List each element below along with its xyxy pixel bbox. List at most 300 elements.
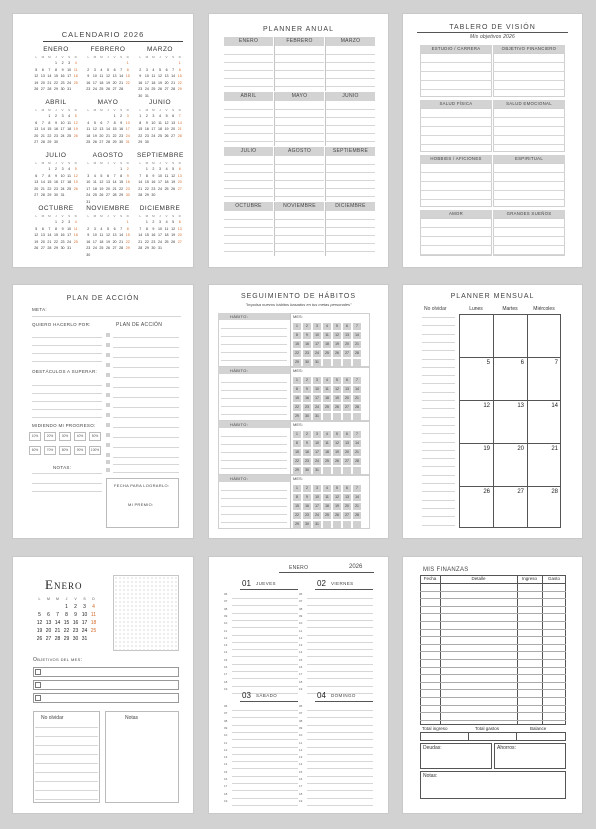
progress-box[interactable]: 20% (44, 432, 56, 441)
habit-day[interactable]: 5 (333, 377, 341, 384)
habit-day[interactable]: 14 (353, 440, 361, 447)
day-number[interactable]: 7 (48, 226, 51, 231)
day-number[interactable]: 20 (105, 186, 110, 191)
day-number[interactable]: 15 (47, 180, 52, 184)
habit-day[interactable]: 12 (333, 494, 341, 501)
hour-line[interactable] (232, 754, 298, 755)
vision-section-box[interactable] (420, 53, 492, 97)
day-number[interactable]: 13 (34, 180, 39, 184)
meta-line[interactable] (32, 316, 181, 317)
day-number[interactable]: 15 (138, 127, 143, 131)
day-number[interactable]: 9 (152, 226, 155, 231)
hour-line[interactable] (232, 613, 298, 614)
day-number[interactable]: 14 (40, 127, 45, 131)
day-number[interactable]: 26 (34, 246, 39, 250)
day-number[interactable]: 16 (72, 620, 79, 626)
day-number[interactable]: 22 (177, 80, 182, 85)
progress-box[interactable]: 90% (74, 446, 86, 455)
day-number[interactable]: 14 (119, 233, 124, 237)
day-number[interactable]: 1 (145, 220, 148, 224)
day-number[interactable]: 18 (99, 239, 104, 244)
finance-row-line[interactable] (420, 629, 566, 630)
day-number[interactable]: 12 (92, 127, 97, 131)
day-number[interactable]: 18 (73, 74, 78, 78)
habit-day[interactable] (333, 413, 341, 420)
habit-day[interactable]: 17 (313, 341, 321, 348)
annual-line[interactable] (275, 180, 324, 181)
habit-day[interactable]: 29 (293, 521, 301, 528)
finance-row-line[interactable] (420, 613, 566, 614)
day-number[interactable]: 9 (74, 612, 77, 618)
day-number[interactable]: 3 (126, 114, 129, 118)
no-olvidar-line[interactable] (422, 350, 455, 351)
day-number[interactable]: 30 (151, 193, 156, 197)
day-number[interactable]: 3 (61, 167, 64, 171)
day-number[interactable]: 11 (151, 74, 156, 78)
day-number[interactable]: 4 (74, 61, 77, 65)
habit-day[interactable]: 26 (333, 404, 341, 411)
finance-row-line[interactable] (420, 606, 566, 607)
annual-line[interactable] (224, 125, 273, 126)
action-checkbox[interactable] (106, 373, 110, 377)
day-number[interactable]: 26 (157, 87, 162, 91)
hour-line[interactable] (307, 783, 373, 784)
day-number[interactable]: 18 (67, 127, 72, 131)
habit-day[interactable]: 2 (303, 377, 311, 384)
annual-line[interactable] (326, 251, 375, 252)
habit-day[interactable]: 13 (343, 332, 351, 339)
day-number[interactable]: 31 (60, 193, 65, 197)
annual-line[interactable] (326, 196, 375, 197)
hour-line[interactable] (307, 627, 373, 628)
day-number[interactable]: 26 (92, 140, 97, 144)
annual-line[interactable] (224, 188, 273, 189)
no-olvidar-line[interactable] (422, 508, 455, 509)
hour-line[interactable] (307, 732, 373, 733)
hour-line[interactable] (232, 798, 298, 799)
day-number[interactable]: 27 (40, 246, 45, 250)
day-number[interactable]: 2 (54, 167, 57, 171)
action-step-line[interactable] (113, 387, 179, 388)
habit-day[interactable]: 13 (343, 386, 351, 393)
habit-day[interactable]: 22 (293, 350, 301, 357)
day-number[interactable]: 8 (126, 67, 129, 72)
day-number[interactable]: 2 (139, 67, 142, 72)
day-number[interactable]: 25 (67, 133, 72, 138)
habit-day[interactable]: 5 (333, 431, 341, 438)
day-number[interactable]: 10 (67, 226, 72, 231)
hour-line[interactable] (307, 725, 373, 726)
day-number[interactable]: 15 (53, 233, 58, 237)
habit-line[interactable] (221, 452, 287, 453)
habit-day[interactable]: 6 (343, 377, 351, 384)
annual-line[interactable] (275, 117, 324, 118)
day-number[interactable]: 15 (125, 74, 130, 78)
day-number[interactable]: 17 (92, 239, 97, 244)
day-number[interactable]: 29 (125, 246, 130, 250)
action-step-line[interactable] (113, 367, 179, 368)
day-number[interactable]: 28 (551, 489, 558, 495)
habit-day[interactable]: 8 (293, 332, 301, 339)
no-olvidar-line[interactable] (35, 736, 98, 737)
habit-day[interactable]: 17 (313, 449, 321, 456)
habit-line[interactable] (221, 414, 287, 415)
day-number[interactable]: 24 (60, 133, 65, 138)
action-left-line[interactable] (32, 401, 102, 402)
day-number[interactable]: 26 (171, 186, 176, 191)
vision-section-box[interactable] (493, 53, 565, 97)
day-number[interactable]: 5 (172, 167, 175, 171)
habit-day[interactable]: 3 (313, 323, 321, 330)
habit-day[interactable] (323, 467, 331, 474)
day-number[interactable]: 1 (139, 114, 142, 118)
day-number[interactable]: 22 (112, 133, 117, 138)
day-number[interactable]: 29 (119, 193, 124, 197)
objective-checkbox[interactable] (35, 682, 41, 688)
day-number[interactable]: 2 (145, 114, 148, 118)
day-number[interactable]: 27 (99, 140, 104, 144)
day-number[interactable]: 3 (145, 67, 148, 72)
finance-row-line[interactable] (420, 674, 566, 675)
day-number[interactable]: 13 (45, 620, 52, 626)
no-olvidar-line[interactable] (422, 475, 455, 476)
day-number[interactable]: 26 (73, 186, 78, 191)
action-checkbox[interactable] (106, 403, 110, 407)
day-number[interactable]: 10 (86, 180, 91, 184)
habit-day[interactable]: 11 (323, 332, 331, 339)
habit-day[interactable]: 8 (293, 386, 301, 393)
day-number[interactable]: 27 (164, 87, 169, 91)
day-number[interactable]: 21 (119, 239, 124, 244)
action-checkbox[interactable] (106, 353, 110, 357)
objective-row[interactable] (33, 680, 179, 690)
day-number[interactable]: 5 (165, 114, 168, 118)
habit-day[interactable]: 6 (343, 485, 351, 492)
day-number[interactable]: 14 (551, 403, 558, 409)
habit-day[interactable] (333, 521, 341, 528)
habit-day[interactable]: 26 (333, 458, 341, 465)
habit-day[interactable]: 21 (353, 449, 361, 456)
action-step-line[interactable] (113, 427, 179, 428)
day-number[interactable]: 22 (125, 239, 130, 244)
day-number[interactable]: 24 (144, 87, 149, 91)
habit-day[interactable]: 30 (303, 359, 311, 366)
day-number[interactable]: 22 (144, 239, 149, 244)
action-checkbox[interactable] (106, 343, 110, 347)
day-number[interactable]: 6 (106, 173, 109, 178)
day-number[interactable]: 4 (152, 67, 155, 72)
hour-line[interactable] (307, 790, 373, 791)
hour-line[interactable] (232, 717, 298, 718)
day-number[interactable]: 25 (73, 239, 78, 244)
day-number[interactable]: 14 (138, 180, 143, 184)
day-number[interactable]: 17 (151, 127, 156, 131)
habit-day[interactable]: 14 (353, 386, 361, 393)
day-number[interactable]: 28 (105, 140, 110, 144)
habit-day[interactable]: 19 (333, 449, 341, 456)
action-left-line[interactable] (32, 345, 102, 346)
habit-day[interactable]: 28 (353, 512, 361, 519)
day-number[interactable]: 20 (40, 239, 45, 244)
habit-line[interactable] (221, 514, 287, 515)
annual-line[interactable] (275, 219, 324, 220)
habit-day[interactable]: 2 (303, 485, 311, 492)
day-number[interactable]: 13 (177, 173, 182, 178)
habit-day[interactable]: 25 (323, 404, 331, 411)
annual-line[interactable] (326, 219, 375, 220)
action-left-line[interactable] (32, 361, 102, 362)
day-number[interactable]: 10 (92, 74, 97, 78)
objective-checkbox[interactable] (35, 669, 41, 675)
progress-box[interactable]: 100% (89, 446, 101, 455)
annual-line[interactable] (224, 219, 273, 220)
day-number[interactable]: 21 (40, 186, 45, 191)
day-number[interactable]: 29 (112, 140, 117, 144)
day-number[interactable]: 21 (138, 239, 143, 244)
day-number[interactable]: 23 (53, 186, 58, 191)
day-number[interactable]: 27 (112, 87, 117, 91)
habit-day[interactable]: 14 (353, 332, 361, 339)
day-number[interactable]: 18 (151, 80, 156, 85)
hour-line[interactable] (232, 678, 298, 679)
finance-row-line[interactable] (420, 651, 566, 652)
habit-day[interactable]: 7 (353, 323, 361, 330)
day-number[interactable]: 5 (74, 167, 77, 171)
finance-row-line[interactable] (420, 636, 566, 637)
habit-day[interactable]: 30 (303, 521, 311, 528)
action-checkbox[interactable] (106, 453, 110, 457)
habit-day[interactable]: 8 (293, 440, 301, 447)
habit-day[interactable]: 6 (343, 431, 351, 438)
action-checkbox[interactable] (106, 363, 110, 367)
day-number[interactable]: 21 (138, 186, 143, 191)
day-number[interactable]: 27 (34, 193, 39, 197)
day-number[interactable]: 8 (54, 67, 57, 72)
habit-line[interactable] (221, 460, 287, 461)
day-number[interactable]: 16 (144, 127, 149, 131)
day-number[interactable]: 20 (112, 239, 117, 244)
no-olvidar-line[interactable] (422, 425, 455, 426)
action-step-line[interactable] (113, 407, 179, 408)
hour-line[interactable] (232, 790, 298, 791)
day-number[interactable]: 23 (125, 186, 130, 191)
hour-line[interactable] (232, 739, 298, 740)
habit-day[interactable]: 24 (313, 512, 321, 519)
day-number[interactable]: 13 (164, 74, 169, 78)
day-number[interactable]: 6 (35, 120, 38, 125)
annual-line[interactable] (224, 78, 273, 79)
hour-line[interactable] (232, 627, 298, 628)
habit-day[interactable]: 12 (333, 332, 341, 339)
day-number[interactable]: 6 (113, 67, 116, 72)
day-number[interactable]: 1 (113, 114, 116, 118)
habit-day[interactable]: 26 (333, 512, 341, 519)
habit-day[interactable] (323, 413, 331, 420)
day-number[interactable]: 9 (61, 67, 64, 72)
day-number[interactable]: 31 (157, 246, 162, 250)
habit-day[interactable]: 21 (353, 395, 361, 402)
day-number[interactable]: 4 (87, 120, 90, 125)
habit-line[interactable] (221, 522, 287, 523)
day-number[interactable]: 19 (164, 127, 169, 131)
action-checkbox[interactable] (106, 443, 110, 447)
habit-day[interactable]: 7 (353, 431, 361, 438)
habit-day[interactable]: 31 (313, 359, 321, 366)
action-step-line[interactable] (113, 377, 179, 378)
day-number[interactable]: 24 (125, 133, 130, 138)
day-number[interactable]: 1 (54, 220, 57, 224)
day-number[interactable]: 17 (157, 180, 162, 184)
notes-box[interactable] (420, 771, 566, 799)
hour-line[interactable] (232, 776, 298, 777)
day-number[interactable]: 25 (73, 80, 78, 85)
annual-line[interactable] (326, 70, 375, 71)
habit-day[interactable]: 27 (343, 404, 351, 411)
habit-day[interactable]: 12 (333, 440, 341, 447)
habit-day[interactable]: 4 (323, 431, 331, 438)
day-number[interactable]: 11 (86, 127, 91, 131)
day-number[interactable]: 5 (35, 226, 38, 231)
day-number[interactable]: 23 (86, 246, 91, 250)
annual-line[interactable] (326, 86, 375, 87)
annual-line[interactable] (224, 227, 273, 228)
habit-day[interactable]: 13 (343, 494, 351, 501)
day-number[interactable]: 29 (177, 87, 182, 91)
hour-line[interactable] (232, 635, 298, 636)
hour-line[interactable] (232, 805, 298, 806)
no-olvidar-line[interactable] (35, 745, 98, 746)
annual-line[interactable] (224, 62, 273, 63)
day-number[interactable]: 19 (34, 80, 39, 85)
habit-day[interactable]: 20 (343, 449, 351, 456)
day-number[interactable]: 29 (138, 140, 143, 144)
habit-day[interactable]: 6 (343, 323, 351, 330)
day-number[interactable]: 7 (56, 612, 59, 618)
day-number[interactable]: 16 (119, 127, 124, 131)
action-checkbox[interactable] (106, 460, 110, 464)
no-olvidar-line[interactable] (422, 334, 455, 335)
habit-day[interactable]: 24 (313, 404, 321, 411)
day-number[interactable]: 9 (87, 74, 90, 78)
habit-day[interactable]: 31 (313, 413, 321, 420)
day-number[interactable]: 15 (125, 233, 130, 237)
day-number[interactable]: 30 (72, 636, 79, 642)
day-number[interactable]: 5 (172, 220, 175, 224)
hour-line[interactable] (232, 732, 298, 733)
annual-line[interactable] (275, 227, 324, 228)
hour-line[interactable] (307, 649, 373, 650)
habit-day[interactable]: 23 (303, 458, 311, 465)
vision-section-box[interactable] (420, 218, 492, 256)
habit-day[interactable]: 19 (333, 395, 341, 402)
day-number[interactable]: 22 (125, 80, 130, 85)
day-number[interactable]: 16 (60, 74, 65, 78)
habit-day[interactable]: 1 (293, 431, 301, 438)
day-number[interactable]: 24 (60, 186, 65, 191)
day-number[interactable]: 10 (151, 120, 156, 125)
day-number[interactable]: 30 (86, 252, 91, 257)
hour-line[interactable] (307, 768, 373, 769)
day-number[interactable]: 28 (119, 87, 124, 91)
annual-line[interactable] (326, 164, 375, 165)
day-number[interactable]: 1 (126, 220, 129, 224)
day-number[interactable]: 31 (86, 199, 91, 204)
no-olvidar-line[interactable] (422, 317, 455, 318)
action-step-line[interactable] (113, 347, 179, 348)
hour-line[interactable] (232, 642, 298, 643)
habit-day[interactable]: 23 (303, 404, 311, 411)
day-number[interactable]: 17 (157, 233, 162, 237)
hour-line[interactable] (307, 805, 373, 806)
habit-day[interactable]: 23 (303, 512, 311, 519)
day-number[interactable]: 23 (151, 239, 156, 244)
day-number[interactable]: 30 (60, 87, 65, 91)
hour-line[interactable] (307, 598, 373, 599)
day-number[interactable]: 28 (119, 246, 124, 250)
habit-day[interactable]: 13 (343, 440, 351, 447)
day-number[interactable]: 21 (47, 80, 52, 85)
day-number[interactable]: 25 (164, 186, 169, 191)
annual-line[interactable] (275, 172, 324, 173)
day-number[interactable]: 10 (92, 233, 97, 237)
day-number[interactable]: 3 (61, 114, 64, 118)
habit-day[interactable]: 19 (333, 341, 341, 348)
day-number[interactable]: 14 (105, 127, 110, 131)
day-number[interactable]: 24 (67, 80, 72, 85)
hour-line[interactable] (307, 739, 373, 740)
day-number[interactable]: 4 (158, 114, 161, 118)
day-number[interactable]: 29 (63, 636, 70, 642)
habit-day[interactable]: 20 (343, 503, 351, 510)
day-number[interactable]: 17 (60, 180, 65, 184)
day-number[interactable]: 2 (61, 61, 64, 65)
hour-line[interactable] (232, 686, 298, 687)
day-number[interactable]: 20 (112, 80, 117, 85)
habit-day[interactable]: 20 (343, 341, 351, 348)
habit-day[interactable]: 17 (313, 503, 321, 510)
annual-line[interactable] (326, 235, 375, 236)
day-number[interactable]: 9 (54, 173, 57, 178)
hour-line[interactable] (232, 725, 298, 726)
notas-box[interactable] (105, 711, 179, 803)
finance-row-line[interactable] (420, 598, 566, 599)
day-number[interactable]: 29 (53, 246, 58, 250)
objective-row[interactable] (33, 667, 179, 677)
day-number[interactable]: 7 (48, 67, 51, 72)
day-number[interactable]: 9 (61, 226, 64, 231)
day-number[interactable]: 14 (54, 620, 61, 626)
habit-day[interactable]: 9 (303, 440, 311, 447)
hour-line[interactable] (307, 761, 373, 762)
day-number[interactable]: 15 (119, 180, 124, 184)
action-step-line[interactable] (113, 417, 179, 418)
day-number[interactable]: 14 (177, 120, 182, 125)
hour-line[interactable] (307, 605, 373, 606)
day-number[interactable]: 6 (100, 120, 103, 125)
action-checkbox[interactable] (106, 393, 110, 397)
habit-day[interactable]: 11 (323, 386, 331, 393)
action-step-line[interactable] (113, 464, 179, 465)
habit-day[interactable]: 26 (333, 350, 341, 357)
habit-day[interactable]: 12 (333, 386, 341, 393)
notes-line[interactable] (32, 491, 102, 492)
day-number[interactable]: 19 (105, 239, 110, 244)
day-number[interactable]: 3 (83, 604, 86, 610)
day-number[interactable]: 20 (171, 127, 176, 131)
habit-day[interactable]: 22 (293, 458, 301, 465)
habit-line[interactable] (221, 390, 287, 391)
annual-line[interactable] (275, 78, 324, 79)
